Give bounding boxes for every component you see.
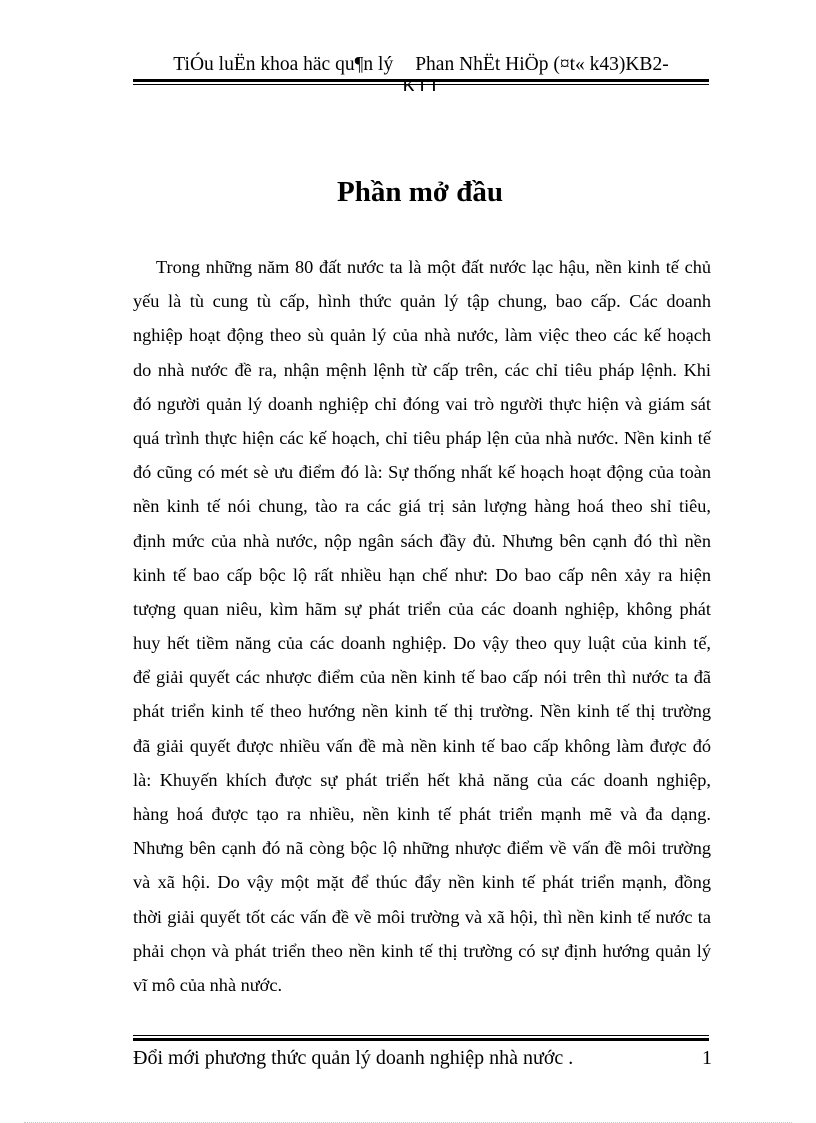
body-line: đã giải quyết được nhiều vấn đề mà nền kinh tế bao cấp không làm được đó (133, 735, 711, 756)
footer-text: Đổi mới phương thức quản lý doanh nghiệp nhà nước . (133, 1047, 574, 1069)
body-line: Nhưng bên cạnh đó nã còng bộc lộ những nhược điểm về vấn đề môi trường (133, 838, 711, 859)
body-line: đó cũng có mét sè ưu điểm đó là: Sự thống nhất kế hoạch hoạt động của toàn (133, 462, 711, 483)
body-line: Trong những năm 80 đất nước ta là một đất nước lạc hậu, nền kinh tế chủ (156, 257, 711, 277)
body-line: quá trình thực hiện các kế hoạch, chỉ tiêu pháp lện của nhà nước. Nền kinh tế (133, 427, 711, 448)
page-header (133, 52, 709, 78)
footer-rule-thick (133, 1038, 709, 1041)
body-line: nền kinh tế nói chung, tào ra các giá trị sản lượng hàng hoá theo shỉ tiêu, (133, 496, 711, 517)
body-line: và xã hội. Do vậy một mặt để thúc đẩy nền kinh tế phát triển mạnh, đồng (133, 872, 711, 893)
header-rule-thin (133, 84, 709, 85)
body-line: phát triển kinh tế theo hướng nền kinh tế thị trường. Nền kinh tế thị trường (133, 701, 711, 722)
body-line: yếu là tù cung tù cấp, hình thức quản lý tập chung, bao cấp. Các doanh (133, 291, 711, 312)
body-line: tượng quan niêu, kìm hãm sự phát triển của các doanh nghiệp, không phát (133, 598, 711, 619)
body-paragraph (133, 250, 711, 1002)
section-title: Phần mở đầu (337, 176, 503, 208)
body-line: nghiệp hoạt động theo sù quản lý của nhà nước, làm việc theo các kế hoạch (133, 325, 711, 346)
header-line (133, 52, 709, 78)
body-line: định mức của nhà nước, nộp ngân sách đầy đủ. Nhưng bên cạnh đó thì nền (133, 530, 711, 551)
body-line: kinh tế bao cấp bộc lộ rất nhiều hạn chế như: Do bao cấp nên xảy ra hiện (133, 564, 711, 585)
header-right-text: Phan NhËt HiÖp (¤t« k43)KB2- (415, 54, 669, 75)
body-line: huy hết tiềm năng của các doanh nghiệp. Do vậy theo quy luật của kinh tế, (133, 633, 711, 654)
body-line: thời giải quyết tốt các vấn đề về môi trường và xã hội, thì nền kinh tế nước ta (133, 906, 711, 927)
page-number: 1 (702, 1047, 712, 1069)
body-line: đó người quản lý doanh nghiệp chỉ đóng vai trò người thực hiện và giám sát (133, 393, 711, 414)
body-line: phải chọn và phát triển theo nền kinh tế thị trường có sự định hướng quản lý (133, 940, 711, 961)
body-line: hàng hoá được tạo ra nhiều, nền kinh tế phát triển mạnh mẽ và đa dạng. (133, 804, 711, 824)
body-line: do nhà nước đề ra, nhận mệnh lệnh từ cấp trên, các chỉ tiêu pháp lệnh. Khi (133, 359, 711, 380)
header-rule-thick (133, 79, 709, 82)
body-line: để giải quyết các nhược điểm của nền kinh tế bao cấp nói trên thì nước ta đã (133, 667, 711, 688)
body-line: là: Khuyến khích được sự phát triển hết khả năng của các doanh nghiệp, (133, 769, 711, 790)
header-left-text: TiÓu luËn khoa häc qu¶n lý (173, 54, 394, 75)
footer-rule-thin (133, 1035, 709, 1036)
body-line: vĩ mô của nhà nước. (133, 974, 283, 995)
